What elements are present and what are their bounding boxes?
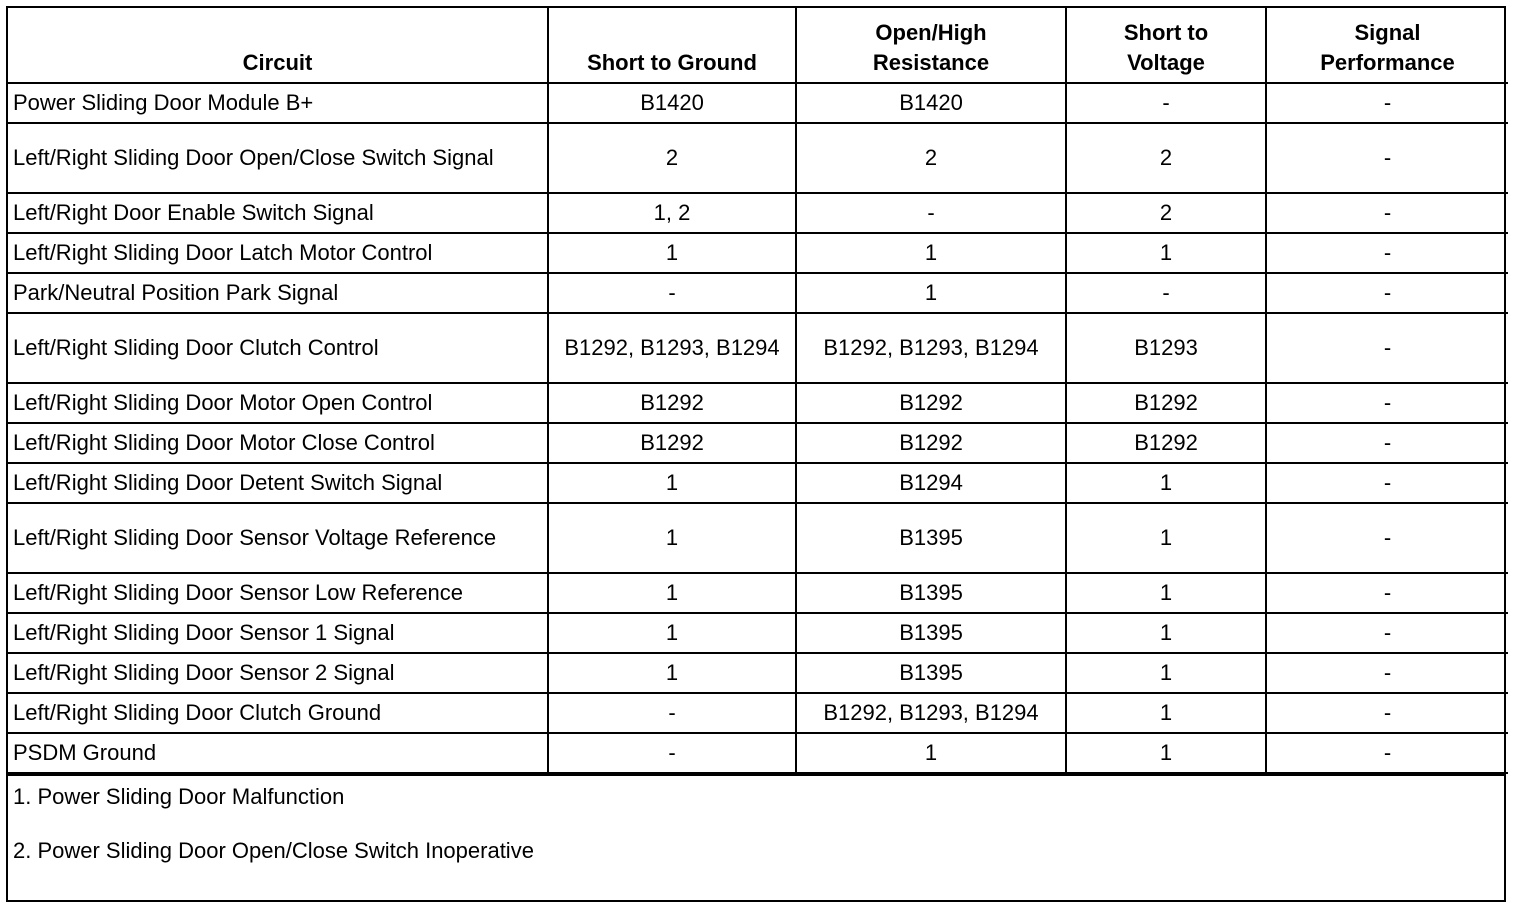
open-high-resistance-cell: 1 — [796, 273, 1066, 313]
table-row — [8, 383, 1508, 423]
circuit-cell: Left/Right Door Enable Switch Signal — [8, 193, 548, 233]
signal-performance-cell: - — [1266, 83, 1508, 123]
header-row — [8, 8, 1508, 83]
signal-performance-cell: - — [1266, 613, 1508, 653]
table-row — [8, 193, 1508, 233]
circuit-dtc-table — [8, 8, 1508, 774]
short-to-voltage-cell: 1 — [1066, 503, 1266, 573]
signal-performance-cell: - — [1266, 193, 1508, 233]
short-to-ground-cell: B1292 — [548, 423, 796, 463]
signal-performance-cell: - — [1266, 733, 1508, 773]
table-row — [8, 503, 1508, 573]
circuit-cell: Left/Right Sliding Door Clutch Ground — [8, 693, 548, 733]
open-high-resistance-cell: 1 — [796, 733, 1066, 773]
signal-performance-cell: - — [1266, 313, 1508, 383]
short-to-ground-cell: 2 — [548, 123, 796, 193]
open-high-resistance-cell: B1292, B1293, B1294 — [796, 313, 1066, 383]
table-row — [8, 613, 1508, 653]
table-row — [8, 313, 1508, 383]
circuit-cell: Left/Right Sliding Door Clutch Control — [8, 313, 548, 383]
circuit-cell: Left/Right Sliding Door Sensor 2 Signal — [8, 653, 548, 693]
table-row — [8, 83, 1508, 123]
open-high-resistance-cell: B1395 — [796, 653, 1066, 693]
circuit-cell: Left/Right Sliding Door Open/Close Switch Signal — [8, 123, 548, 193]
short-to-ground-cell: 1 — [548, 503, 796, 573]
open-high-resistance-cell: B1420 — [796, 83, 1066, 123]
header-circuit: Circuit — [8, 8, 548, 83]
short-to-ground-cell: 1 — [548, 463, 796, 503]
signal-performance-cell: - — [1266, 693, 1508, 733]
footnote-1: 1. Power Sliding Door Malfunction — [13, 784, 345, 809]
signal-performance-cell: - — [1266, 273, 1508, 313]
table-row — [8, 573, 1508, 613]
short-to-ground-cell: 1, 2 — [548, 193, 796, 233]
short-to-voltage-cell: B1293 — [1066, 313, 1266, 383]
short-to-ground-cell: - — [548, 733, 796, 773]
signal-performance-cell: - — [1266, 463, 1508, 503]
signal-performance-cell: - — [1266, 653, 1508, 693]
short-to-ground-cell: - — [548, 693, 796, 733]
open-high-resistance-cell: B1395 — [796, 613, 1066, 653]
short-to-voltage-cell: - — [1066, 83, 1266, 123]
short-to-voltage-cell: 1 — [1066, 653, 1266, 693]
circuit-cell: Left/Right Sliding Door Sensor Voltage Reference — [8, 503, 548, 573]
short-to-ground-cell: B1420 — [548, 83, 796, 123]
table-row — [8, 123, 1508, 193]
short-to-voltage-cell: 1 — [1066, 693, 1266, 733]
footnotes — [8, 774, 1504, 866]
circuit-cell: Power Sliding Door Module B+ — [8, 83, 548, 123]
short-to-ground-cell: - — [548, 273, 796, 313]
open-high-resistance-cell: - — [796, 193, 1066, 233]
signal-performance-cell: - — [1266, 123, 1508, 193]
short-to-ground-cell: 1 — [548, 233, 796, 273]
circuit-cell: Left/Right Sliding Door Sensor Low Reference — [8, 573, 548, 613]
short-to-voltage-cell: - — [1066, 273, 1266, 313]
short-to-ground-cell: B1292, B1293, B1294 — [548, 313, 796, 383]
open-high-resistance-cell: B1395 — [796, 503, 1066, 573]
table-row — [8, 653, 1508, 693]
short-to-voltage-cell: B1292 — [1066, 383, 1266, 423]
dtc-table-sheet — [6, 6, 1506, 902]
circuit-cell: Park/Neutral Position Park Signal — [8, 273, 548, 313]
signal-performance-cell: - — [1266, 503, 1508, 573]
footnote-2: 2. Power Sliding Door Open/Close Switch Inoperative — [13, 838, 534, 863]
header-signal-performance: Signal Performance — [1266, 8, 1508, 83]
short-to-voltage-cell: 1 — [1066, 463, 1266, 503]
short-to-voltage-cell: B1292 — [1066, 423, 1266, 463]
header-open-high-resistance: Open/High Resistance — [796, 8, 1066, 83]
circuit-cell: PSDM Ground — [8, 733, 548, 773]
table-body — [8, 83, 1508, 773]
signal-performance-cell: - — [1266, 383, 1508, 423]
circuit-cell: Left/Right Sliding Door Latch Motor Control — [8, 233, 548, 273]
header-short-to-ground: Short to Ground — [548, 8, 796, 83]
table-row — [8, 463, 1508, 503]
short-to-ground-cell: 1 — [548, 573, 796, 613]
short-to-voltage-cell: 2 — [1066, 193, 1266, 233]
table-row — [8, 423, 1508, 463]
header-short-to-voltage: Short to Voltage — [1066, 8, 1266, 83]
short-to-ground-cell: B1292 — [548, 383, 796, 423]
open-high-resistance-cell: B1292, B1293, B1294 — [796, 693, 1066, 733]
open-high-resistance-cell: B1292 — [796, 383, 1066, 423]
table-row — [8, 233, 1508, 273]
short-to-voltage-cell: 1 — [1066, 733, 1266, 773]
signal-performance-cell: - — [1266, 573, 1508, 613]
short-to-ground-cell: 1 — [548, 613, 796, 653]
circuit-cell: Left/Right Sliding Door Motor Open Control — [8, 383, 548, 423]
open-high-resistance-cell: B1292 — [796, 423, 1066, 463]
short-to-voltage-cell: 1 — [1066, 613, 1266, 653]
table-row — [8, 733, 1508, 773]
open-high-resistance-cell: B1395 — [796, 573, 1066, 613]
signal-performance-cell: - — [1266, 233, 1508, 273]
table-row — [8, 273, 1508, 313]
open-high-resistance-cell: B1294 — [796, 463, 1066, 503]
circuit-cell: Left/Right Sliding Door Motor Close Control — [8, 423, 548, 463]
table-row — [8, 693, 1508, 733]
short-to-voltage-cell: 2 — [1066, 123, 1266, 193]
short-to-voltage-cell: 1 — [1066, 573, 1266, 613]
signal-performance-cell: - — [1266, 423, 1508, 463]
circuit-cell: Left/Right Sliding Door Detent Switch Signal — [8, 463, 548, 503]
short-to-voltage-cell: 1 — [1066, 233, 1266, 273]
circuit-cell: Left/Right Sliding Door Sensor 1 Signal — [8, 613, 548, 653]
short-to-ground-cell: 1 — [548, 653, 796, 693]
open-high-resistance-cell: 2 — [796, 123, 1066, 193]
open-high-resistance-cell: 1 — [796, 233, 1066, 273]
